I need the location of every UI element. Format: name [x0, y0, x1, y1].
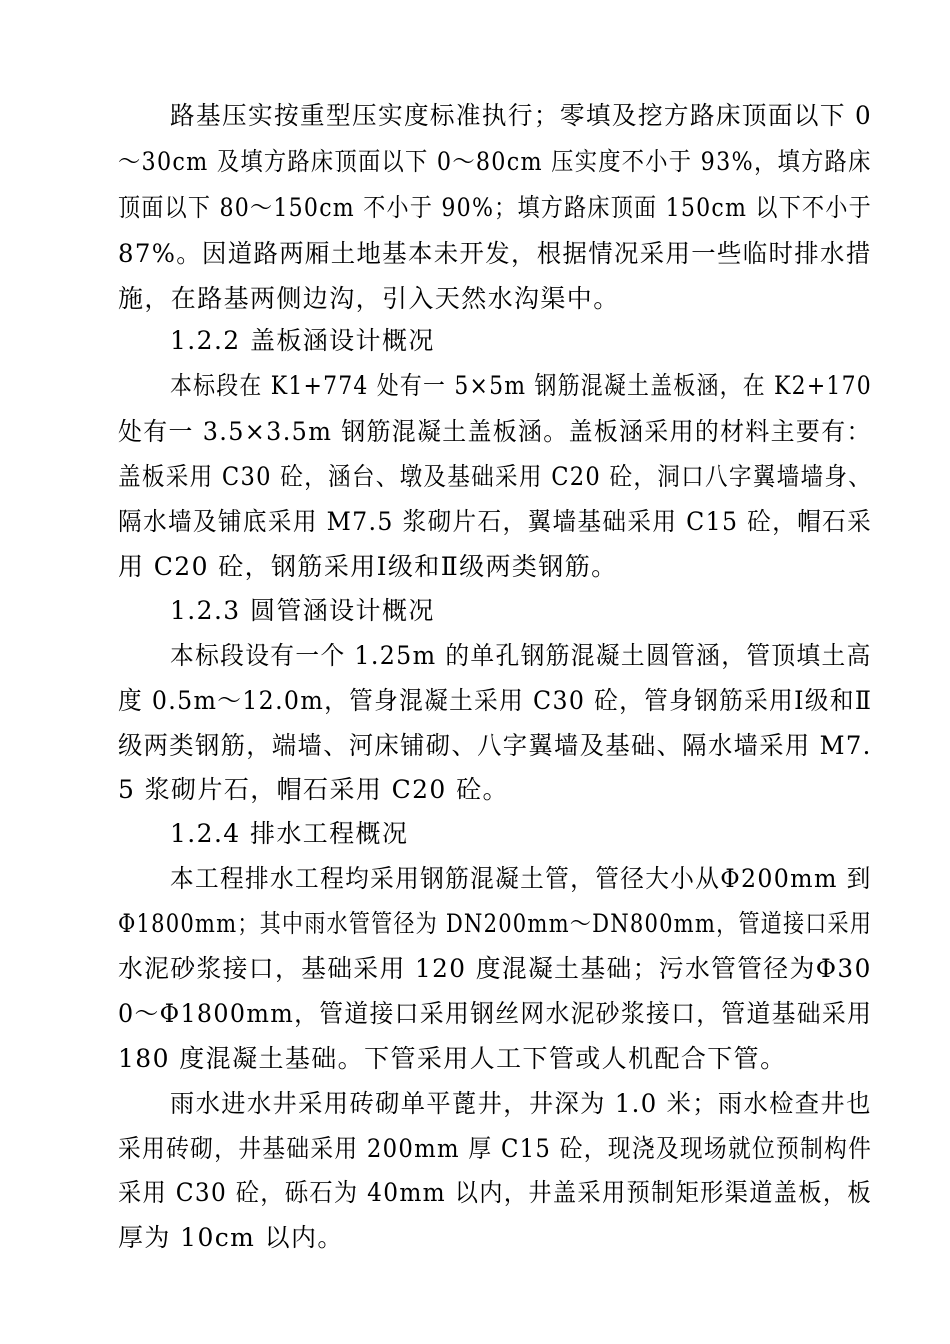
paragraph-line: 处有一 3.5×3.5m 钢筋混凝土盖板涵。盖板涵采用的材料主要有：: [118, 417, 872, 446]
paragraph-line: 隔水墙及铺底采用 M7.5 浆砌片石，翼墙基础采用 C15 砼，帽石采: [118, 507, 873, 536]
paragraph-line: 水泥砂浆接口，基础采用 120 度混凝土基础；污水管管径为Φ30: [118, 954, 872, 983]
paragraph-line: 厚为 10cm 以内。: [118, 1223, 344, 1252]
section-heading: 1.2.2 盖板涵设计概况: [170, 326, 435, 355]
paragraph-line: 0～Φ1800mm，管道接口采用钢丝网水泥砂浆接口，管道基础采用: [118, 999, 873, 1028]
paragraph-line: Φ1800mm；其中雨水管管径为 DN200mm～DN800mm，管道接口采用: [118, 909, 873, 938]
paragraph-line: 本标段在 K1+774 处有一 5×5m 钢筋混凝土盖板涵，在 K2+170: [170, 371, 872, 400]
paragraph-line: 180 度混凝土基础。下管采用人工下管或人机配合下管。: [118, 1044, 787, 1073]
paragraph-line: 用 C20 砼，钢筋采用Ⅰ级和Ⅱ级两类钢筋。: [118, 552, 618, 581]
paragraph-line: 盖板采用 C30 砼，涵台、墩及基础采用 C20 砼，洞口八字翼墙墙身、: [118, 462, 873, 491]
paragraph-line: 路基压实按重型压实度标准执行；零填及挖方路床顶面以下 0: [170, 101, 873, 130]
paragraph-line: 本标段设有一个 1.25m 的单孔钢筋混凝土圆管涵，管顶填土高: [170, 641, 872, 670]
paragraph-line: 顶面以下 80～150cm 不小于 90%；填方路床顶面 150cm 以下不小于: [118, 193, 872, 222]
paragraph-line: 本工程排水工程均采用钢筋混凝土管，管径大小从Φ200mm 到: [170, 864, 872, 893]
paragraph-line: 级两类钢筋，端墙、河床铺砌、八字翼墙及基础、隔水墙采用 M7.: [118, 731, 872, 760]
paragraph-line: 度 0.5m～12.0m，管身混凝土采用 C30 砼，管身钢筋采用Ⅰ级和Ⅱ: [118, 686, 873, 715]
section-heading: 1.2.4 排水工程概况: [170, 819, 409, 848]
paragraph-line: 5 浆砌片石，帽石采用 C20 砼。: [118, 775, 509, 804]
paragraph-line: 采用 C30 砼，砾石为 40mm 以内，井盖采用预制矩形渠道盖板，板: [118, 1178, 872, 1207]
section-heading: 1.2.3 圆管涵设计概况: [170, 596, 435, 625]
paragraph-line: 采用砖砌，井基础采用 200mm 厚 C15 砼，现浇及现场就位预制构件: [118, 1134, 873, 1163]
paragraph-line: 87%。因道路两厢土地基本未开发，根据情况采用一些临时排水措: [118, 239, 872, 268]
paragraph-line: ～30cm 及填方路床顶面以下 0～80cm 压实度不小于 93%，填方路床: [118, 147, 872, 176]
paragraph-line: 雨水进水井采用砖砌单平蓖井，井深为 1.0 米；雨水检查井也: [170, 1089, 872, 1118]
paragraph-line: 施，在路基两侧边沟，引入天然水沟渠中。: [118, 284, 620, 313]
